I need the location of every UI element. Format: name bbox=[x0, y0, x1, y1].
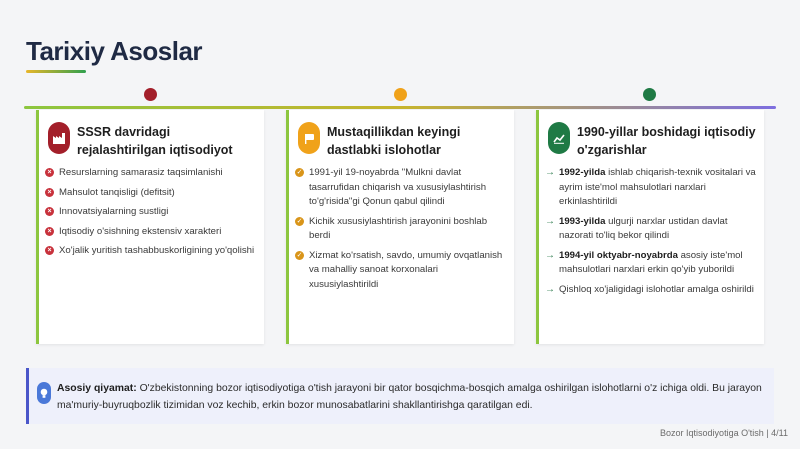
x-circle-icon: × bbox=[45, 227, 54, 236]
card-title: Mustaqillikdan keyingi dastlabki islohotlar bbox=[327, 125, 461, 157]
page-indicator: Bozor Iqtisodiyotiga O'tish | 4/11 bbox=[660, 428, 788, 438]
list-item: × Mahsulot tanqisligi (defitsit) bbox=[45, 186, 256, 201]
list-item: × Iqtisodiy o'sishning ekstensiv xarakteri bbox=[45, 225, 256, 240]
key-conclusion-text: Asosiy qiyamat: O'zbekistonning bozor iqtisodiyotiga o'tish jarayoni bir qator bosqichma-bosqich amalga oshirilgan islohotlarni o'z ichiga oldi. Bu jarayon ma'muriy-buyruqbozlik tizimidan voz kechib, erkin bozor munosabatlarini shakllantirishga qaratilgan edi. bbox=[57, 383, 762, 411]
key-conclusion-box bbox=[26, 368, 774, 424]
arrow-right-icon: → bbox=[545, 167, 555, 178]
lightbulb-icon bbox=[37, 382, 51, 404]
flag-icon bbox=[298, 122, 320, 154]
factory-icon bbox=[48, 122, 70, 154]
list-item: × Innovatsiyalarning sustligi bbox=[45, 205, 256, 220]
check-circle-icon: ✓ bbox=[296, 251, 303, 259]
x-circle-icon: × bbox=[45, 207, 54, 216]
arrow-right-icon: → bbox=[545, 249, 555, 261]
check-circle-icon: ✓ bbox=[296, 217, 303, 225]
list-item: ✓ Xizmat ko'rsatish, savdo, umumiy ovqatlanish va mahalliy sanoat korxonalari xususiylashtirildi bbox=[296, 249, 503, 290]
list-item: → 1994-yil oktyabr-noyabrda asosiy iste'mol mahsulotlari narxlari erkin qo'yib yuborildi bbox=[545, 249, 743, 275]
arrow-right-icon: → bbox=[545, 283, 555, 295]
card-soviet-economy bbox=[36, 110, 264, 344]
list-item: × Xo'jalik yuritish tashabbuskorligining yo'qolishi bbox=[45, 244, 256, 259]
list-item: → 1992-yilda ishlab chiqarish-texnik vositalari va ayrim iste'mol mahsulotlari narxlari erkinlashtirildi bbox=[545, 167, 756, 207]
x-circle-icon: × bbox=[45, 188, 54, 197]
list-item: → 1993-yilda ulgurji narxlar ustidan davlat nazorati to'liq bekor qilindi bbox=[545, 215, 728, 241]
card-title: 1990-yillar boshidagi iqtisodiy o'zgarishlar bbox=[577, 125, 756, 157]
chart-line-icon bbox=[548, 122, 570, 154]
list-item: → Qishloq xo'jaligidagi islohotlar amalga oshirildi bbox=[545, 283, 756, 298]
card-early-reforms bbox=[286, 110, 514, 344]
check-circle-icon: ✓ bbox=[296, 169, 303, 176]
list-item: ✓ Kichik xususiylashtirish jarayonini boshlab berdi bbox=[296, 215, 488, 241]
timeline-dot-3 bbox=[643, 88, 656, 101]
x-circle-icon: × bbox=[45, 246, 54, 255]
timeline-dot-1 bbox=[144, 88, 157, 101]
card-title: SSSR davridagi rejalashtirilgan iqtisodiyot bbox=[77, 125, 233, 157]
timeline-dot-2 bbox=[394, 88, 407, 101]
list-item: × Resurslarning samarasiz taqsimlanishi bbox=[45, 166, 256, 181]
title-underline bbox=[26, 70, 86, 73]
list-item: ✓ 1991-yil 19-noyabrda "Mulkni davlat tasarrufidan chiqarish va xususiylashtirish to'g'risida"gi Qonun qabul qilindi bbox=[296, 167, 487, 207]
page-title: Tarixiy Asoslar bbox=[26, 36, 203, 66]
arrow-right-icon: → bbox=[545, 215, 555, 227]
timeline-line bbox=[24, 106, 776, 109]
card-1990s-changes bbox=[536, 110, 764, 344]
x-circle-icon: × bbox=[45, 168, 54, 177]
